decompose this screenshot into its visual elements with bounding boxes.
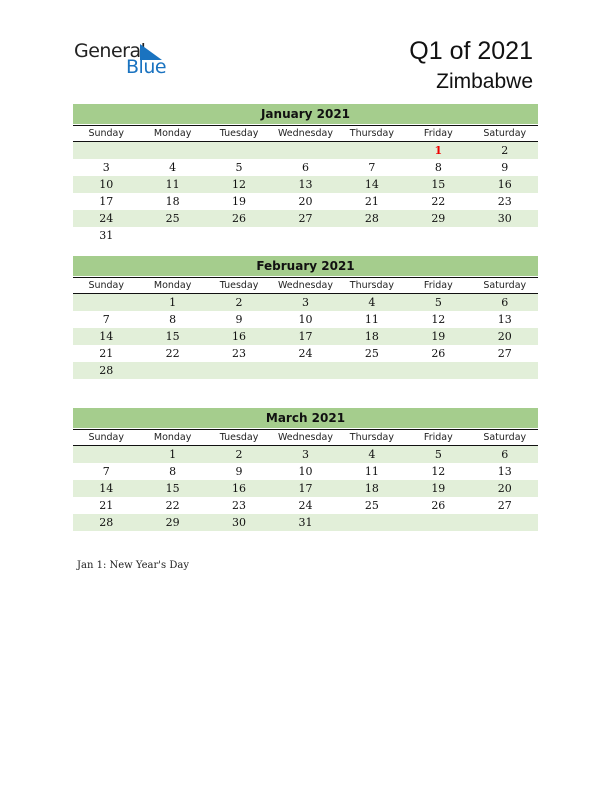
day-cell: 29	[165, 516, 180, 529]
weekday-label: Sunday	[88, 128, 124, 139]
holiday-day-cell: 1	[434, 144, 443, 157]
day-cell	[472, 227, 538, 244]
day-cell	[405, 227, 471, 244]
day-cell: 26	[431, 347, 446, 360]
day-cell	[139, 227, 205, 244]
day-cell	[139, 142, 205, 159]
day-cell: 5	[235, 161, 243, 174]
weekday-label: Wednesday	[277, 432, 333, 443]
day-cell: 11	[364, 313, 379, 326]
day-cell: 15	[165, 330, 180, 343]
day-cell: 3	[301, 448, 309, 461]
day-cell: 2	[235, 296, 243, 309]
logo-general: General	[74, 40, 146, 62]
day-cell: 28	[99, 364, 114, 377]
day-cell: 20	[298, 195, 313, 208]
day-cell: 23	[232, 499, 247, 512]
day-cell: 7	[102, 465, 110, 478]
day-cell: 10	[99, 178, 114, 191]
day-cell: 24	[298, 347, 313, 360]
day-cell: 4	[368, 296, 376, 309]
day-cell: 8	[169, 465, 177, 478]
day-cell: 26	[431, 499, 446, 512]
day-cell: 27	[497, 499, 512, 512]
weekday-label: Sunday	[88, 280, 124, 291]
day-cell	[73, 142, 139, 159]
weekday-label: Thursday	[349, 280, 394, 291]
week-row	[73, 345, 538, 362]
day-cell: 15	[431, 178, 446, 191]
week-row	[73, 210, 538, 227]
day-cell	[405, 514, 471, 531]
week-row	[73, 294, 538, 311]
day-cell: 16	[497, 178, 512, 191]
week-row	[73, 328, 538, 345]
weekday-label: Saturday	[483, 128, 527, 139]
day-cell: 24	[298, 499, 313, 512]
day-cell: 26	[232, 212, 247, 225]
weekday-label: Tuesday	[219, 280, 259, 291]
month-title: February 2021	[73, 256, 538, 276]
week-row	[73, 159, 538, 176]
weekday-label: Saturday	[483, 432, 527, 443]
month-calendar	[73, 256, 538, 379]
week-row	[73, 227, 538, 244]
day-cell: 9	[235, 465, 243, 478]
logo-blue: Blue	[126, 56, 167, 78]
day-cell: 28	[364, 212, 379, 225]
day-cell: 7	[102, 313, 110, 326]
day-cell: 22	[431, 195, 446, 208]
week-row	[73, 497, 538, 514]
day-cell	[139, 362, 205, 379]
page-title: Q1 of 2021	[409, 37, 533, 65]
day-cell: 25	[165, 212, 180, 225]
day-cell: 12	[232, 178, 247, 191]
day-cell: 6	[301, 161, 309, 174]
weekday-label: Saturday	[483, 280, 527, 291]
day-cell	[339, 142, 405, 159]
day-cell: 10	[298, 465, 313, 478]
weekday-label: Monday	[153, 432, 192, 443]
day-cell: 31	[99, 229, 114, 242]
day-cell: 27	[298, 212, 313, 225]
weekday-label: Wednesday	[277, 280, 333, 291]
month-calendar	[73, 408, 538, 531]
day-cell: 21	[99, 347, 114, 360]
day-cell: 12	[431, 465, 446, 478]
week-row	[73, 311, 538, 328]
day-cell	[272, 227, 338, 244]
day-cell	[472, 514, 538, 531]
day-cell: 23	[497, 195, 512, 208]
day-cell: 16	[232, 330, 247, 343]
day-cell: 3	[102, 161, 110, 174]
country-name: Zimbabwe	[436, 70, 533, 93]
day-cell: 28	[99, 516, 114, 529]
day-cell	[73, 294, 139, 311]
week-row	[73, 142, 538, 159]
week-row	[73, 362, 538, 379]
day-cell: 30	[497, 212, 512, 225]
weekday-label: Monday	[153, 280, 192, 291]
day-cell: 21	[99, 499, 114, 512]
day-cell: 13	[497, 313, 512, 326]
day-cell: 5	[434, 296, 442, 309]
day-cell: 25	[364, 347, 379, 360]
day-cell	[472, 362, 538, 379]
day-cell: 4	[169, 161, 177, 174]
day-cell: 11	[165, 178, 180, 191]
weekday-header	[73, 277, 538, 294]
day-cell	[73, 446, 139, 463]
day-cell	[339, 227, 405, 244]
day-cell	[206, 142, 272, 159]
day-cell: 14	[99, 330, 114, 343]
day-cell: 5	[434, 448, 442, 461]
day-cell	[272, 362, 338, 379]
day-cell	[339, 514, 405, 531]
day-cell	[405, 362, 471, 379]
day-cell: 9	[235, 313, 243, 326]
day-cell: 18	[364, 482, 379, 495]
weekday-label: Friday	[423, 128, 453, 139]
day-cell: 23	[232, 347, 247, 360]
day-cell: 8	[169, 313, 177, 326]
day-cell: 17	[99, 195, 114, 208]
day-cell: 11	[364, 465, 379, 478]
day-cell	[206, 362, 272, 379]
weekday-label: Thursday	[349, 128, 394, 139]
day-cell: 6	[501, 448, 509, 461]
week-row	[73, 176, 538, 193]
day-cell: 22	[165, 347, 180, 360]
day-cell: 17	[298, 330, 313, 343]
day-cell: 30	[232, 516, 247, 529]
day-cell	[339, 362, 405, 379]
day-cell: 29	[431, 212, 446, 225]
week-row	[73, 480, 538, 497]
weekday-label: Friday	[423, 280, 453, 291]
day-cell: 1	[169, 296, 177, 309]
day-cell: 2	[501, 144, 509, 157]
week-row	[73, 463, 538, 480]
week-row	[73, 446, 538, 463]
weekday-label: Monday	[153, 128, 192, 139]
day-cell: 13	[298, 178, 313, 191]
weekday-label: Tuesday	[219, 432, 259, 443]
day-cell: 14	[364, 178, 379, 191]
day-cell: 31	[298, 516, 313, 529]
day-cell: 2	[235, 448, 243, 461]
day-cell: 13	[497, 465, 512, 478]
month-title: March 2021	[73, 408, 538, 428]
day-cell: 20	[497, 482, 512, 495]
day-cell: 17	[298, 482, 313, 495]
day-cell: 8	[434, 161, 442, 174]
day-cell: 18	[165, 195, 180, 208]
day-cell: 1	[169, 448, 177, 461]
day-cell: 6	[501, 296, 509, 309]
day-cell: 10	[298, 313, 313, 326]
day-cell: 25	[364, 499, 379, 512]
weekday-label: Thursday	[349, 432, 394, 443]
day-cell: 20	[497, 330, 512, 343]
day-cell: 7	[368, 161, 376, 174]
day-cell	[272, 142, 338, 159]
day-cell	[206, 227, 272, 244]
day-cell: 18	[364, 330, 379, 343]
weekday-header	[73, 429, 538, 446]
weekday-label: Friday	[423, 432, 453, 443]
weekday-label: Sunday	[88, 432, 124, 443]
month-title: January 2021	[73, 104, 538, 124]
weekday-label: Wednesday	[277, 128, 333, 139]
day-cell: 19	[431, 482, 446, 495]
day-cell: 19	[232, 195, 247, 208]
holiday-note: Jan 1: New Year's Day	[77, 560, 189, 571]
week-row	[73, 514, 538, 531]
day-cell: 24	[99, 212, 114, 225]
week-row	[73, 193, 538, 210]
day-cell: 15	[165, 482, 180, 495]
day-cell: 16	[232, 482, 247, 495]
weekday-label: Tuesday	[219, 128, 259, 139]
day-cell: 9	[501, 161, 509, 174]
day-cell: 22	[165, 499, 180, 512]
month-calendar	[73, 104, 538, 244]
day-cell: 14	[99, 482, 114, 495]
day-cell: 19	[431, 330, 446, 343]
day-cell: 27	[497, 347, 512, 360]
day-cell: 21	[364, 195, 379, 208]
day-cell: 12	[431, 313, 446, 326]
weekday-header	[73, 125, 538, 142]
day-cell: 3	[301, 296, 309, 309]
day-cell: 4	[368, 448, 376, 461]
